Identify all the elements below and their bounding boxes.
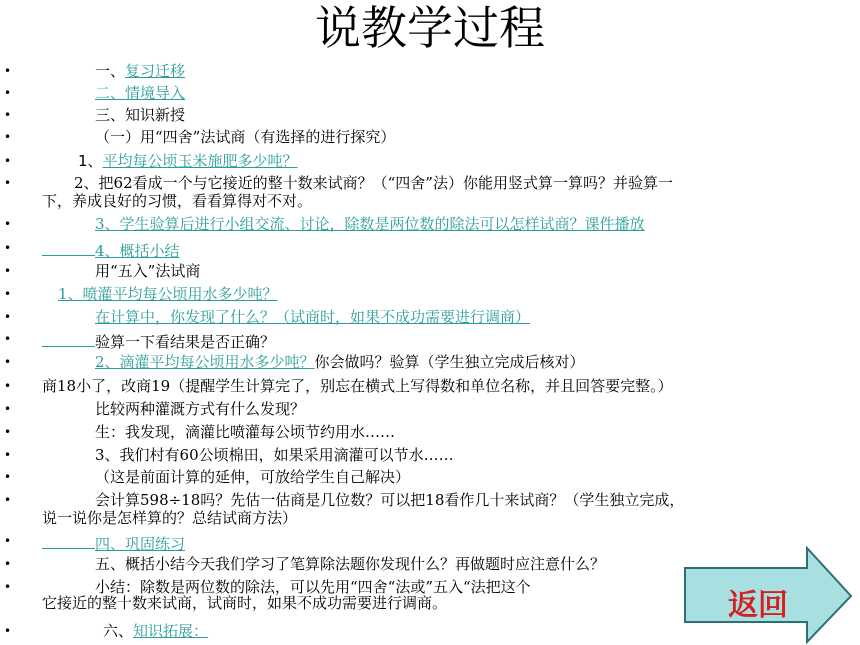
link-sprinkler[interactable]: 1、喷灌平均每公顷用水多少吨？: [58, 285, 278, 303]
bullet: •: [4, 580, 12, 594]
bullet: •: [4, 154, 12, 168]
bullet: •: [4, 534, 12, 548]
link-findings[interactable]: 在计算中，你发现了什么？（试商时，如果不成功需要进行调商）: [95, 308, 531, 326]
back-button[interactable]: [683, 546, 855, 644]
link-drip[interactable]: 2、滴灌平均每公顷用水多少吨？: [95, 353, 315, 371]
link-summary[interactable]: 4、概括小结: [95, 242, 180, 260]
bullet: •: [4, 493, 12, 507]
bullet: •: [4, 108, 12, 122]
link-practice[interactable]: 四、巩固练习: [95, 535, 186, 553]
bullet: •: [4, 355, 12, 369]
bullet: •: [4, 448, 12, 462]
bullet: •: [4, 310, 12, 324]
bullet: •: [4, 379, 12, 393]
link-extension[interactable]: 知识拓展：: [133, 622, 209, 640]
bullet: •: [4, 425, 12, 439]
page-title: 说教学过程: [315, 1, 545, 55]
link-group-discussion[interactable]: 3、学生验算后进行小组交流、讨论，除数是两位数的除法可以怎样试商？课件播放: [95, 215, 645, 233]
bullet: •: [4, 86, 12, 100]
bullet: •: [4, 264, 12, 278]
link-situation[interactable]: 二、情境导入: [95, 84, 186, 102]
bullet: •: [4, 624, 12, 638]
bullet: •: [4, 557, 12, 571]
bullet: •: [4, 332, 12, 346]
bullet: •: [4, 130, 12, 144]
link-review[interactable]: 复习迁移: [125, 62, 186, 80]
bullet: •: [4, 217, 12, 231]
bullet: •: [4, 470, 12, 484]
bullet: •: [4, 241, 12, 255]
bullet: •: [4, 402, 12, 416]
bullet: •: [4, 64, 12, 78]
back-button-label: 返回: [728, 588, 788, 623]
bullet: •: [4, 176, 12, 190]
link-corn-fertilizer[interactable]: 平均每公顷玉米施肥多少吨？: [102, 152, 298, 170]
bullet: •: [4, 287, 12, 301]
